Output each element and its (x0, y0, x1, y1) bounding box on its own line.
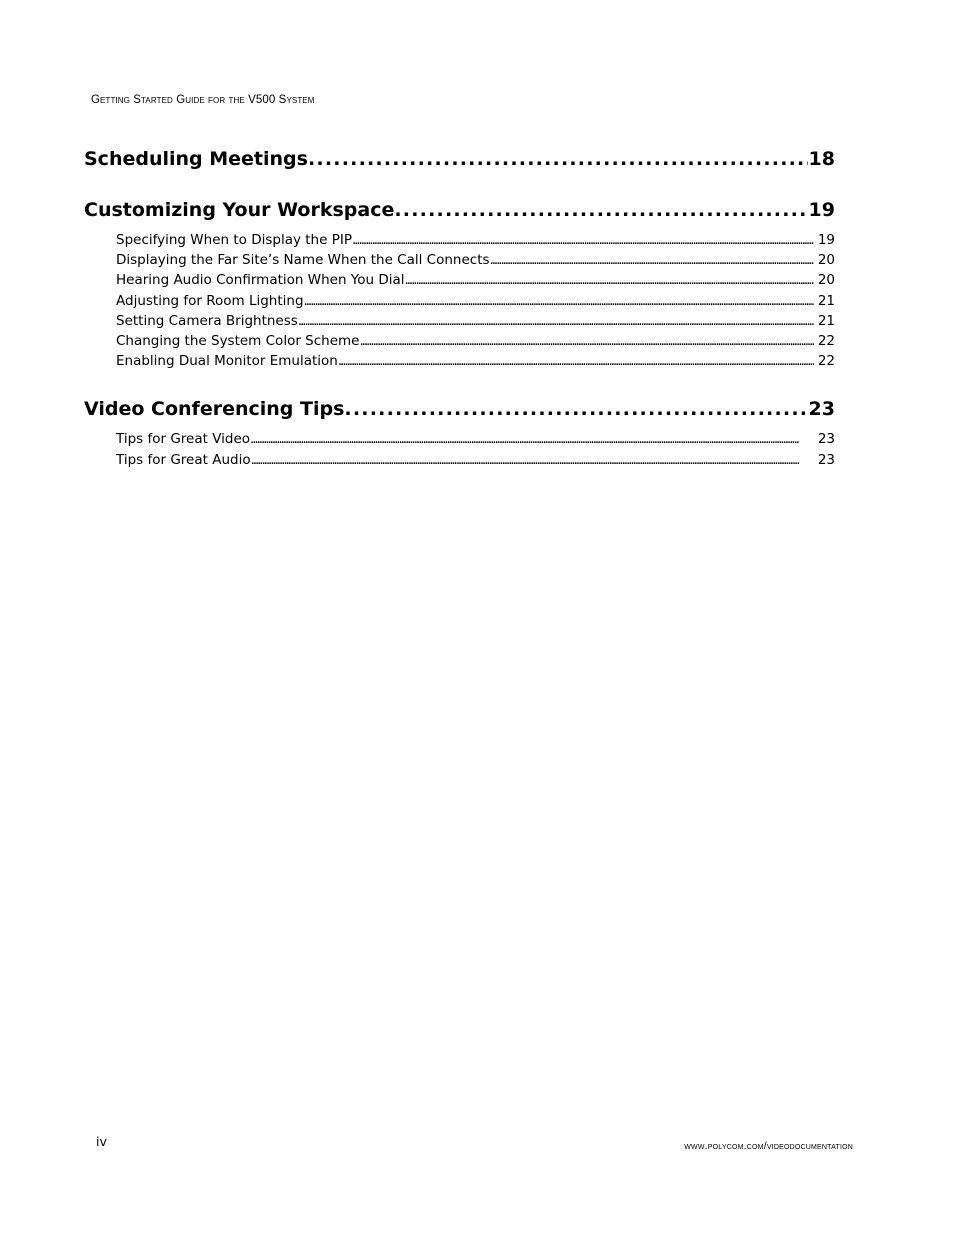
dot-leader (352, 230, 814, 250)
toc-entry-page: 22 (817, 332, 835, 349)
toc-entry-title: Hearing Audio Confirmation When You Dial (116, 272, 405, 289)
toc-entry-page: 19 (817, 232, 835, 248)
toc-entry-row[interactable] (116, 291, 835, 311)
toc-entry-row[interactable] (116, 230, 835, 250)
toc-heading-row[interactable] (84, 146, 835, 172)
toc-entry-page: 21 (817, 292, 835, 309)
toc-entry-row[interactable] (116, 450, 835, 470)
toc-heading-title: Customizing Your Workspace (84, 199, 395, 221)
table-of-contents (84, 146, 835, 470)
toc-entry-page: 22 (817, 353, 835, 370)
toc-entry-list (84, 230, 835, 371)
toc-entry-title: Displaying the Far Site’s Name When the Call Connects (116, 252, 490, 269)
toc-section (84, 396, 835, 469)
toc-entry-title: Setting Camera Brightness (116, 312, 298, 329)
toc-heading-page: 23 (808, 398, 835, 421)
toc-entry-row[interactable] (116, 429, 835, 449)
toc-entry-page: 20 (817, 252, 835, 269)
toc-entry-page: 23 (817, 451, 835, 468)
dot-leader (298, 311, 814, 331)
toc-entry-row[interactable] (116, 311, 835, 331)
dot-leader (251, 450, 814, 470)
dot-leader (359, 331, 813, 351)
toc-entry-title: Adjusting for Room Lighting (116, 292, 304, 309)
toc-heading-title: Video Conferencing Tips (84, 398, 345, 421)
dot-leader (304, 291, 814, 311)
dot-leader (308, 146, 808, 172)
page-number: iv (96, 1134, 107, 1149)
toc-section (84, 197, 835, 371)
dot-leader (250, 429, 814, 449)
toc-heading-row[interactable] (84, 396, 835, 422)
running-header: Getting Started Guide for the V500 System (91, 94, 315, 106)
dot-leader (394, 197, 807, 223)
toc-entry-title: Specifying When to Display the PIP (116, 232, 352, 248)
toc-entry-page: 20 (817, 272, 835, 289)
dot-leader (344, 396, 807, 422)
footer-url: www.polycom.com/videodocumentation (684, 1140, 853, 1152)
toc-heading-page: 19 (808, 199, 835, 221)
toc-entry-page: 21 (817, 312, 835, 329)
dot-leader (490, 250, 814, 270)
toc-entry-row[interactable] (116, 250, 835, 270)
toc-heading-page: 18 (808, 148, 835, 170)
dot-leader (338, 351, 814, 371)
toc-section (84, 146, 835, 172)
toc-heading-title: Scheduling Meetings (84, 148, 308, 170)
toc-entry-row[interactable] (116, 270, 835, 290)
dot-leader (405, 270, 814, 290)
toc-entry-page: 23 (817, 431, 835, 448)
toc-entry-row[interactable] (116, 331, 835, 351)
toc-entry-title: Enabling Dual Monitor Emulation (116, 353, 338, 370)
toc-entry-list (84, 429, 835, 469)
toc-entry-title: Tips for Great Video (116, 431, 251, 448)
toc-entry-row[interactable] (116, 351, 835, 371)
toc-entry-title: Changing the System Color Scheme (116, 332, 360, 349)
toc-heading-row[interactable] (84, 197, 835, 223)
toc-entry-title: Tips for Great Audio (116, 451, 251, 468)
